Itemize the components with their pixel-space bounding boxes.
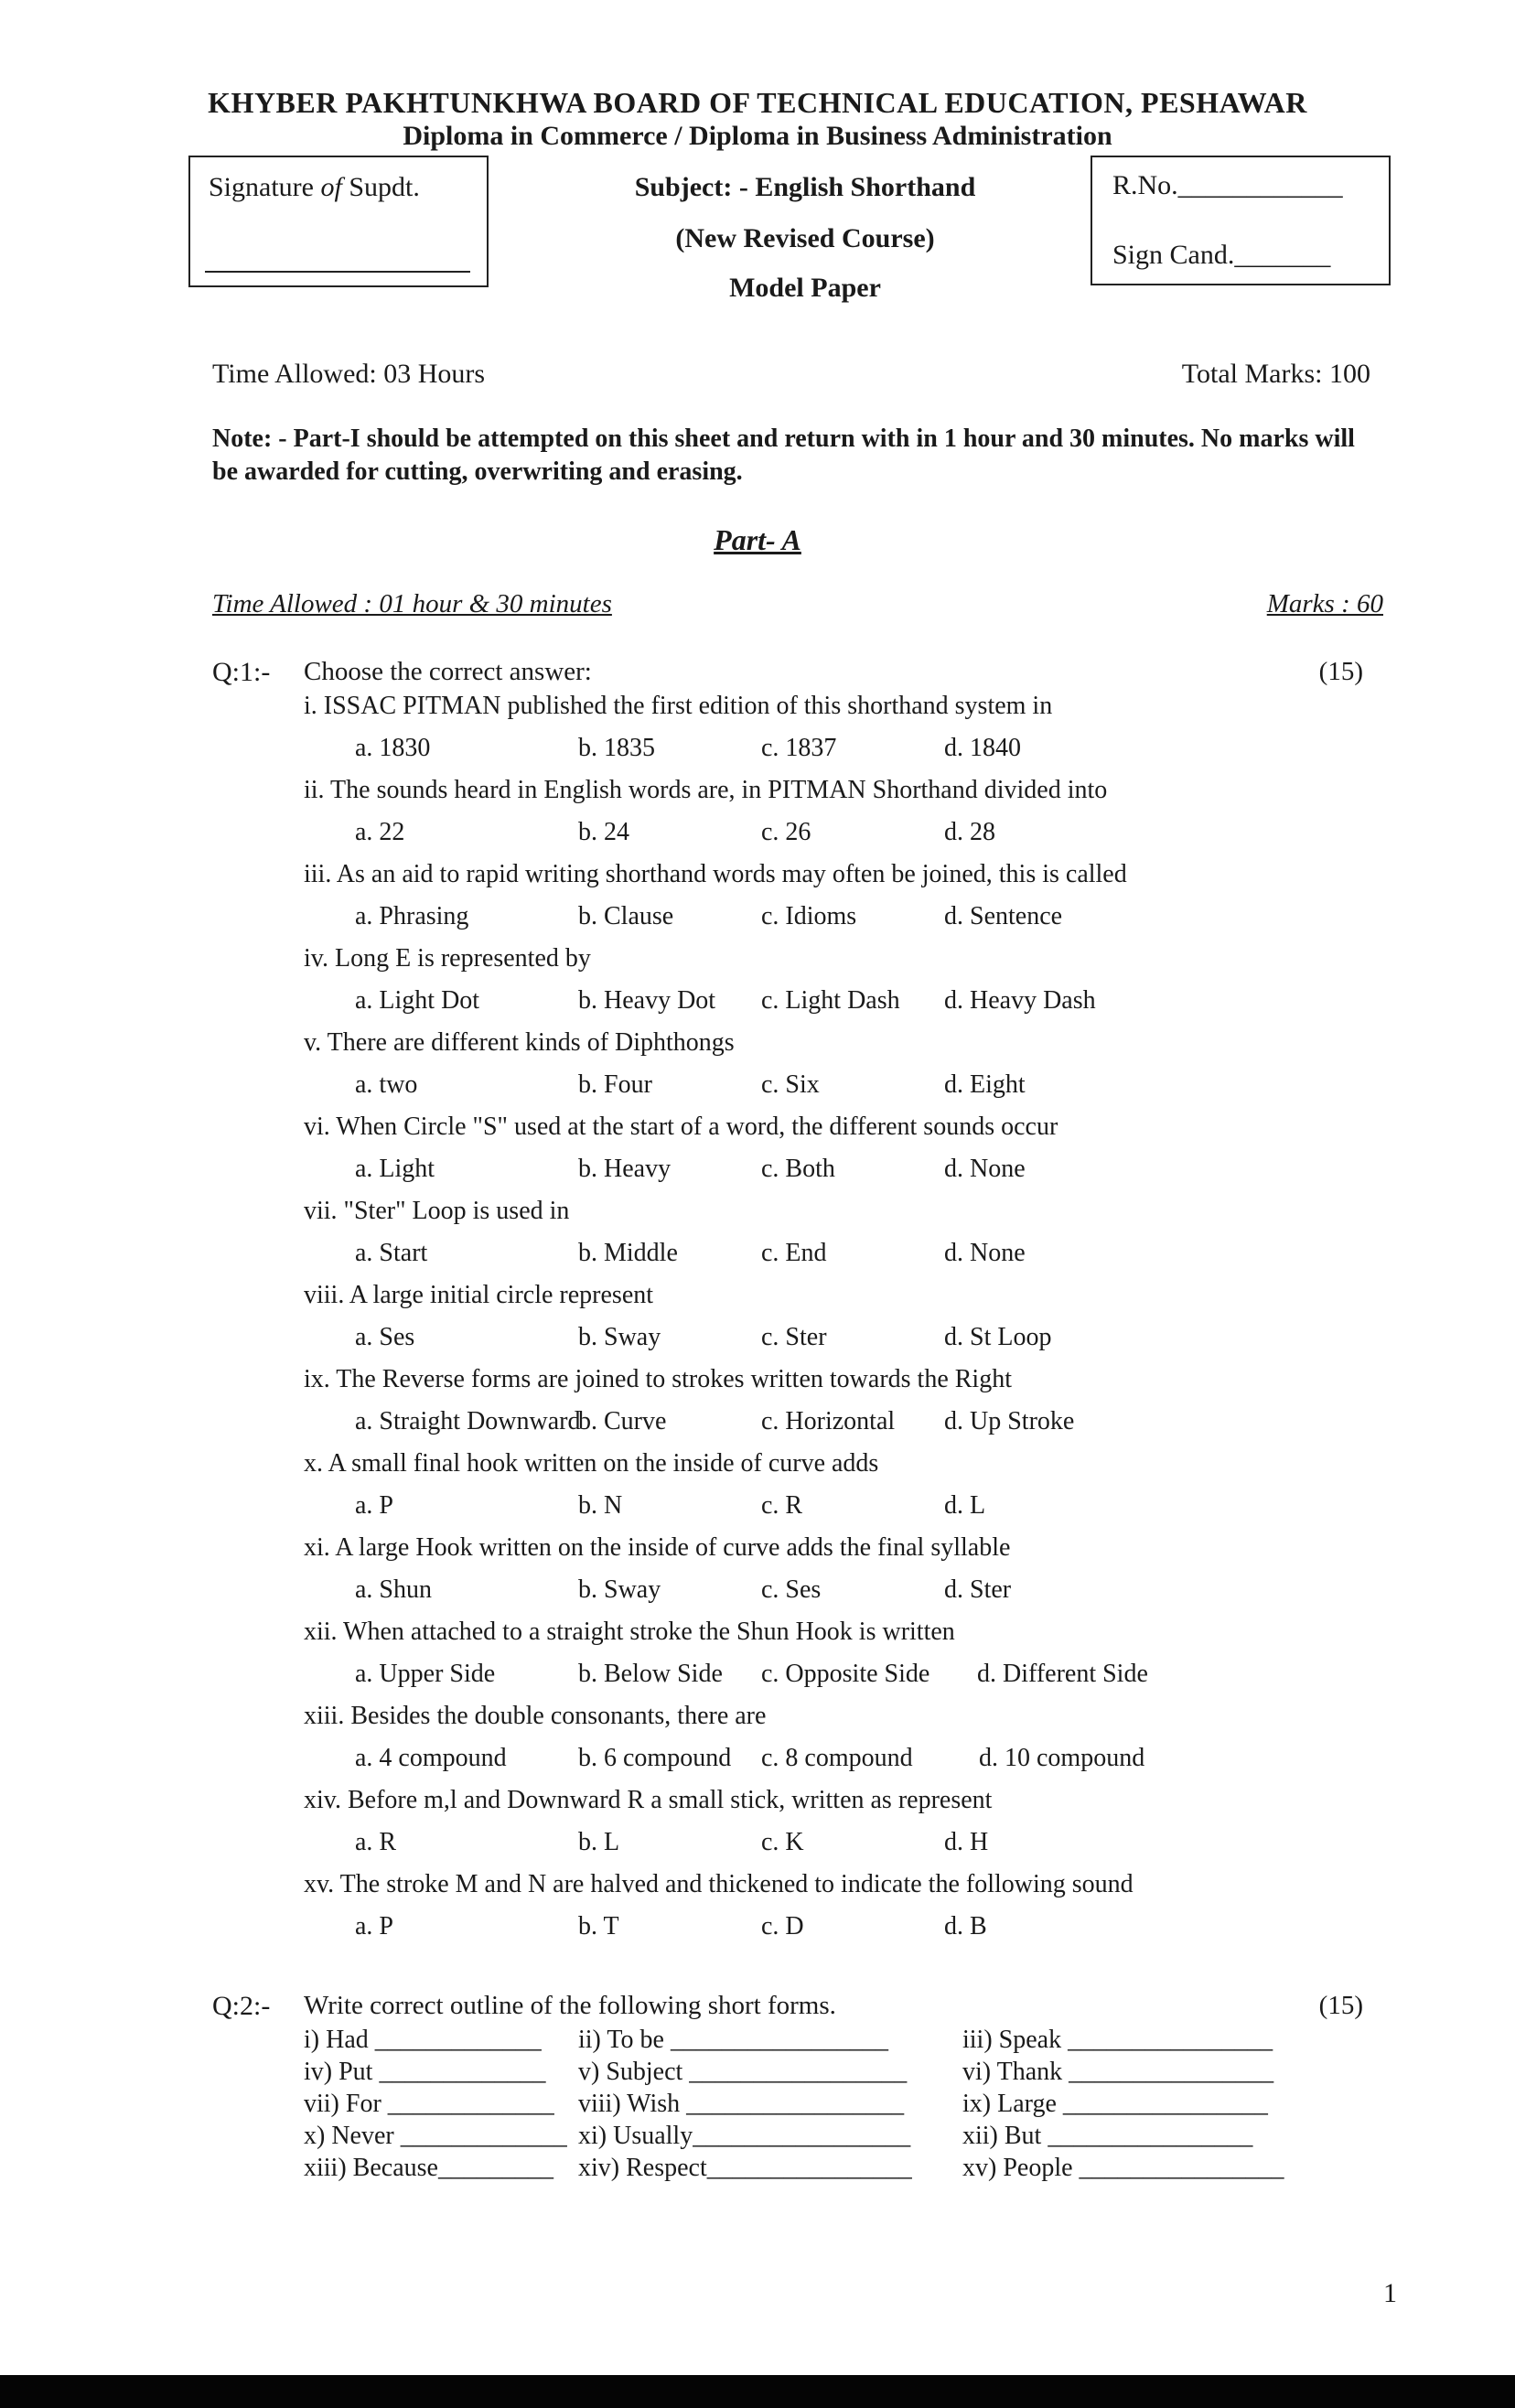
q1-option: c. Opposite Side [761, 1660, 930, 1688]
q1-option: d. Eight [944, 1070, 1026, 1099]
q1-option: a. Light Dot [355, 986, 480, 1015]
q1-option: c. End [761, 1239, 827, 1267]
short-form-field[interactable]: xiii) Because_________ [304, 2154, 553, 2182]
q2-marks: (15) [1318, 1991, 1363, 2020]
signature-line [205, 271, 470, 273]
q1-option: b. Four [578, 1070, 652, 1099]
candidate-sign-field: Sign Cand._______ [1112, 240, 1331, 270]
q1-option: b. N [578, 1491, 623, 1520]
q1-option: a. P [355, 1491, 393, 1520]
q1-option: a. Straight Downward [355, 1407, 581, 1435]
q1-option: b. T [578, 1912, 619, 1940]
q1-option: b. Below Side [578, 1660, 723, 1688]
q1-question: iv. Long E is represented by [304, 944, 591, 973]
q1-option: c. Both [761, 1155, 835, 1183]
short-form-field[interactable]: xii) But ________________ [962, 2122, 1253, 2150]
q1-option: b. L [578, 1828, 620, 1856]
exam-note: Note: - Part-I should be attempted on this sheet and return with in 1 hour and 30 minutes. No marks will be awarded for cutting, overwriting and erasing. [212, 425, 1355, 486]
q1-option: a. P [355, 1912, 393, 1940]
q1-question: xiii. Besides the double consonants, there are [304, 1702, 767, 1730]
paper-type-line: Model Paper [729, 273, 881, 303]
q1-option: b. Sway [578, 1575, 661, 1604]
q1-question: xiv. Before m,l and Downward R a small stick, written as represent [304, 1786, 993, 1814]
q1-marks: (15) [1318, 657, 1363, 686]
q1-option: a. 4 compound [355, 1744, 507, 1772]
short-form-field[interactable]: i) Had _____________ [304, 2026, 542, 2054]
q1-option: d. Up Stroke [944, 1407, 1075, 1435]
q1-option: c. 1837 [761, 734, 837, 762]
q1-option: d. Different Side [977, 1660, 1148, 1688]
part-a-title: Part- A [714, 523, 801, 556]
q1-option: c. Ses [761, 1575, 822, 1604]
q1-option: c. Ster [761, 1323, 827, 1351]
part-a-time: Time Allowed : 01 hour & 30 minutes [212, 589, 612, 618]
q2-label: Q:2:- [212, 1991, 271, 2021]
q1-option: d. Sentence [944, 902, 1063, 930]
diploma-title: Diploma in Commerce / Diploma in Business Administration [403, 121, 1112, 151]
q1-option: c. 8 compound [761, 1744, 913, 1772]
q1-option: c. K [761, 1828, 804, 1856]
roll-number-field: R.No.____________ [1112, 170, 1343, 200]
q1-option: c. Idioms [761, 902, 857, 930]
short-form-field[interactable]: x) Never _____________ [304, 2122, 567, 2150]
q1-option: b. 6 compound [578, 1744, 732, 1772]
q1-option: d. None [944, 1239, 1026, 1267]
q1-option: a. 1830 [355, 734, 431, 762]
short-form-field[interactable]: viii) Wish _________________ [578, 2090, 905, 2118]
q1-option: b. Curve [578, 1407, 667, 1435]
q1-option: c. D [761, 1912, 804, 1940]
subject-line: Subject: - English Shorthand [634, 172, 976, 202]
q1-option: a. 22 [355, 818, 405, 846]
q1-option: c. Horizontal [761, 1407, 896, 1435]
short-form-field[interactable]: v) Subject _________________ [578, 2058, 908, 2086]
q1-prompt: Choose the correct answer: [304, 657, 592, 686]
q1-option: d. None [944, 1155, 1026, 1183]
q1-option: b. Middle [578, 1239, 678, 1267]
q1-option: c. Light Dash [761, 986, 900, 1015]
q1-option: b. Sway [578, 1323, 661, 1351]
q1-option: a. Start [355, 1239, 428, 1267]
q1-option: d. Ster [944, 1575, 1012, 1604]
q1-question: xii. When attached to a straight stroke the Shun Hook is written [304, 1618, 955, 1646]
q1-option: a. Light [355, 1155, 435, 1183]
q1-option: b. 24 [578, 818, 629, 846]
time-allowed: Time Allowed: 03 Hours [212, 359, 486, 389]
q1-question: xi. A large Hook written on the inside of curve adds the final syllable [304, 1533, 1011, 1562]
q1-question: xv. The stroke M and N are halved and thickened to indicate the following sound [304, 1870, 1134, 1898]
page-number: 1 [1383, 2278, 1397, 2308]
q1-option: d. 28 [944, 818, 995, 846]
q2-prompt: Write correct outline of the following short forms. [304, 1991, 836, 2020]
course-line: (New Revised Course) [675, 223, 935, 253]
short-form-field[interactable]: ii) To be _________________ [578, 2026, 888, 2054]
short-form-field[interactable]: xv) People ________________ [962, 2154, 1284, 2182]
q1-question: iii. As an aid to rapid writing shorthand words may often be joined, this is called [304, 860, 1127, 888]
q1-question: vii. "Ster" Loop is used in [304, 1197, 570, 1225]
q1-question: viii. A large initial circle represent [304, 1281, 654, 1309]
q1-option: b. Heavy [578, 1155, 672, 1183]
q1-option: c. 26 [761, 818, 811, 846]
q1-label: Q:1:- [212, 657, 271, 687]
q1-option: d. Heavy Dash [944, 986, 1096, 1015]
scan-border [0, 2375, 1515, 2408]
short-form-field[interactable]: xiv) Respect________________ [578, 2154, 912, 2182]
q1-question: ii. The sounds heard in English words are, in PITMAN Shorthand divided into [304, 776, 1108, 804]
q1-option: c. R [761, 1491, 803, 1520]
q1-question: i. ISSAC PITMAN published the first edition of this shorthand system in [304, 692, 1053, 720]
q1-option: d. B [944, 1912, 987, 1940]
part-a-marks: Marks : 60 [1266, 589, 1383, 618]
q1-question: x. A small final hook written on the inside of curve adds [304, 1449, 879, 1478]
q1-option: b. Heavy Dot [578, 986, 716, 1015]
short-form-field[interactable]: iv) Put _____________ [304, 2058, 546, 2086]
q1-option: d. H [944, 1828, 989, 1856]
q1-question: vi. When Circle "S" used at the start of a word, the different sounds occur [304, 1113, 1058, 1141]
short-form-field[interactable]: vi) Thank ________________ [962, 2058, 1274, 2086]
q1-option: d. 10 compound [979, 1744, 1145, 1772]
q1-option: a. two [355, 1070, 418, 1099]
q1-option: a. Upper Side [355, 1660, 496, 1688]
q1-option: a. R [355, 1828, 397, 1856]
q1-option: c. Six [761, 1070, 820, 1099]
q1-question: v. There are different kinds of Diphthongs [304, 1028, 735, 1057]
q1-option: b. Clause [578, 902, 674, 930]
short-form-field[interactable]: ix) Large ________________ [962, 2090, 1268, 2118]
q1-question: ix. The Reverse forms are joined to strokes written towards the Right [304, 1365, 1012, 1393]
short-form-field[interactable]: xi) Usually_________________ [578, 2122, 911, 2150]
total-marks: Total Marks: 100 [1181, 359, 1370, 389]
q1-option: b. 1835 [578, 734, 655, 762]
q1-option: a. Phrasing [355, 902, 469, 930]
q1-option: a. Ses [355, 1323, 415, 1351]
board-title: KHYBER PAKHTUNKHWA BOARD OF TECHNICAL EDUCATION, PESHAWAR [208, 86, 1307, 119]
q1-option: d. St Loop [944, 1323, 1052, 1351]
short-form-field[interactable]: iii) Speak ________________ [962, 2026, 1273, 2054]
q1-option: d. 1840 [944, 734, 1021, 762]
q1-option: d. L [944, 1491, 986, 1520]
signature-label: Signature of Supdt. [209, 172, 420, 202]
short-form-field[interactable]: vii) For _____________ [304, 2090, 554, 2118]
q1-option: a. Shun [355, 1575, 432, 1604]
